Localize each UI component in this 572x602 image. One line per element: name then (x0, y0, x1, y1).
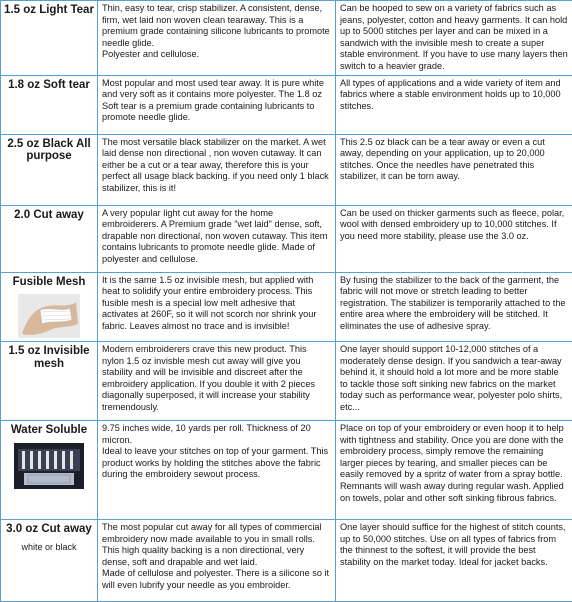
product-variant: white or black (3, 541, 95, 554)
product-usage: Can be hooped to sew on a variety of fabrics such as jeans, polyester, cotton and heavy garments. It can hold up to 5000 stitches per layer and can be mixed in a sandwich with the invisible mesh to create a super stable environment. If you have to use many layers then switch to a heavier grade. (336, 1, 572, 76)
product-description: A very popular light cut away for the home embroiderers. A Premium grade "wet laid" dense, soft, drapable non directional, non woven cutaway. This item contains lubricants to promote needle glide. Made of polyester and cellulose. (98, 205, 336, 272)
table-row (1, 205, 572, 272)
table-row (1, 272, 572, 342)
product-usage: This 2.5 oz black can be a tear away or even a cut away, depending on your application, up to 20,000 stitches. Once the needles have penetrated this stabilizer, it can be torn away. (336, 134, 572, 205)
product-name: 2.0 Cut away (1, 205, 98, 272)
product-description: Modern embroiderers crave this new product. This nylon 1.5 oz invisble mesh cut away will give you stability and will be invisible and discreet after the embroidery application. If you double it with 2 pieces diagonally superposed, it will increase your stability tremendously. (98, 342, 336, 421)
product-description: The most versatile black stabilizer on the market. A wet laid dense non directional , non woven cutaway. It can either be a cut or a tear away, therefore this is your perfect all usage black backing. if you need only 1 black stabilizer, this is it! (98, 134, 336, 205)
product-description: Thin, easy to tear, crisp stabilizer. A consistent, dense, firm, wet laid non woven clean tearaway. This is a premium grade containing silicone lubricants to promote needle glide. Polyester and cellulose. (98, 1, 336, 76)
fusible-mesh-hand-icon (18, 294, 80, 338)
water-soluble-hoop-icon (14, 443, 84, 489)
product-description: Most popular and most used tear away. It is pure white and very soft as it contains more polyester. The 1.8 oz Soft tear is a premium grade containing lubricants to promote needle glide. (98, 75, 336, 134)
product-name: 1.8 oz Soft tear (1, 75, 98, 134)
product-usage: Place on top of your embroidery or even hoop it to help with tightness and stability. Once you are done with the embroidery process, simply remove the remaining larger pieces by tearing, and smaller pieces can be easily removed by a spritz of water from a spray bottle. Remnants will wash away during regular wash. Applied on towels, polar and other soft sinking fibrous fabrics. (336, 421, 572, 520)
product-name: Water Soluble (1, 421, 98, 520)
product-name: 3.0 oz Cut away white or black (1, 520, 98, 602)
product-usage: All types of applications and a wide variety of item and fabrics where a stable environment holds up to 10,000 stitches. (336, 75, 572, 134)
product-description: The most popular cut away for all types of commercial embroidery now made available to you in small rolls. This high quality backing is a non directional, very dense, soft and drapable and wet laid. Made of cellulose and polyester. There is a silicone so it will even lubrify your needle as you embroider. (98, 520, 336, 602)
product-usage: By fusing the stabilizer to the back of the garment, the fabric will not move or stretch leading to better registration. The stabilizer is temporarily attached to the entire area where the embroidery will be stitched. It eliminates the use of adhesive spray. (336, 272, 572, 342)
table-row (1, 421, 572, 520)
product-name: 2.5 oz Black All purpose (1, 134, 98, 205)
product-description: 9.75 inches wide, 10 yards per roll. Thickness of 20 micron. Ideal to leave your stitches on top of your garment. This product works by holding the stitches above the fabric during the embroidery sewout process. (98, 421, 336, 520)
product-name: 1.5 oz Invisible mesh (1, 342, 98, 421)
product-usage: Can be used on thicker garments such as fleece, polar, wool with densed embroidery up to 10,000 stitches. If you need more stability, please use the 3.0 oz. (336, 205, 572, 272)
product-name: 1.5 oz Light Tear (1, 1, 98, 76)
table-row (1, 1, 572, 76)
table-row (1, 75, 572, 134)
table-row (1, 342, 572, 421)
product-usage: One layer should support 10-12,000 stitches of a moderately dense design. If you sandwich a tear-away behind it, it should hold a lot more and be more stable to tackle those soft sinking new fabrics on the market today such as performance wear, polyester polo shirts, etc... (336, 342, 572, 421)
product-usage: One layer should suffice for the highest of stitch counts, up to 50,000 stitches. Use on all types of fabrics from the thinnest to the softest, it will provide the best stability on the market today. Ideal for jacket backs. (336, 520, 572, 602)
product-description: It is the same 1.5 oz invisible mesh, but applied with heat to solidify your entire embroidery process. This fusible mesh is a special low melt adhesive that activates at 260F, so it will not scorch nor shrink your fabric. Leaves almost no trace and is invisible! (98, 272, 336, 342)
table-row (1, 520, 572, 602)
product-name: Fusible Mesh (1, 272, 98, 342)
table-row (1, 134, 572, 205)
